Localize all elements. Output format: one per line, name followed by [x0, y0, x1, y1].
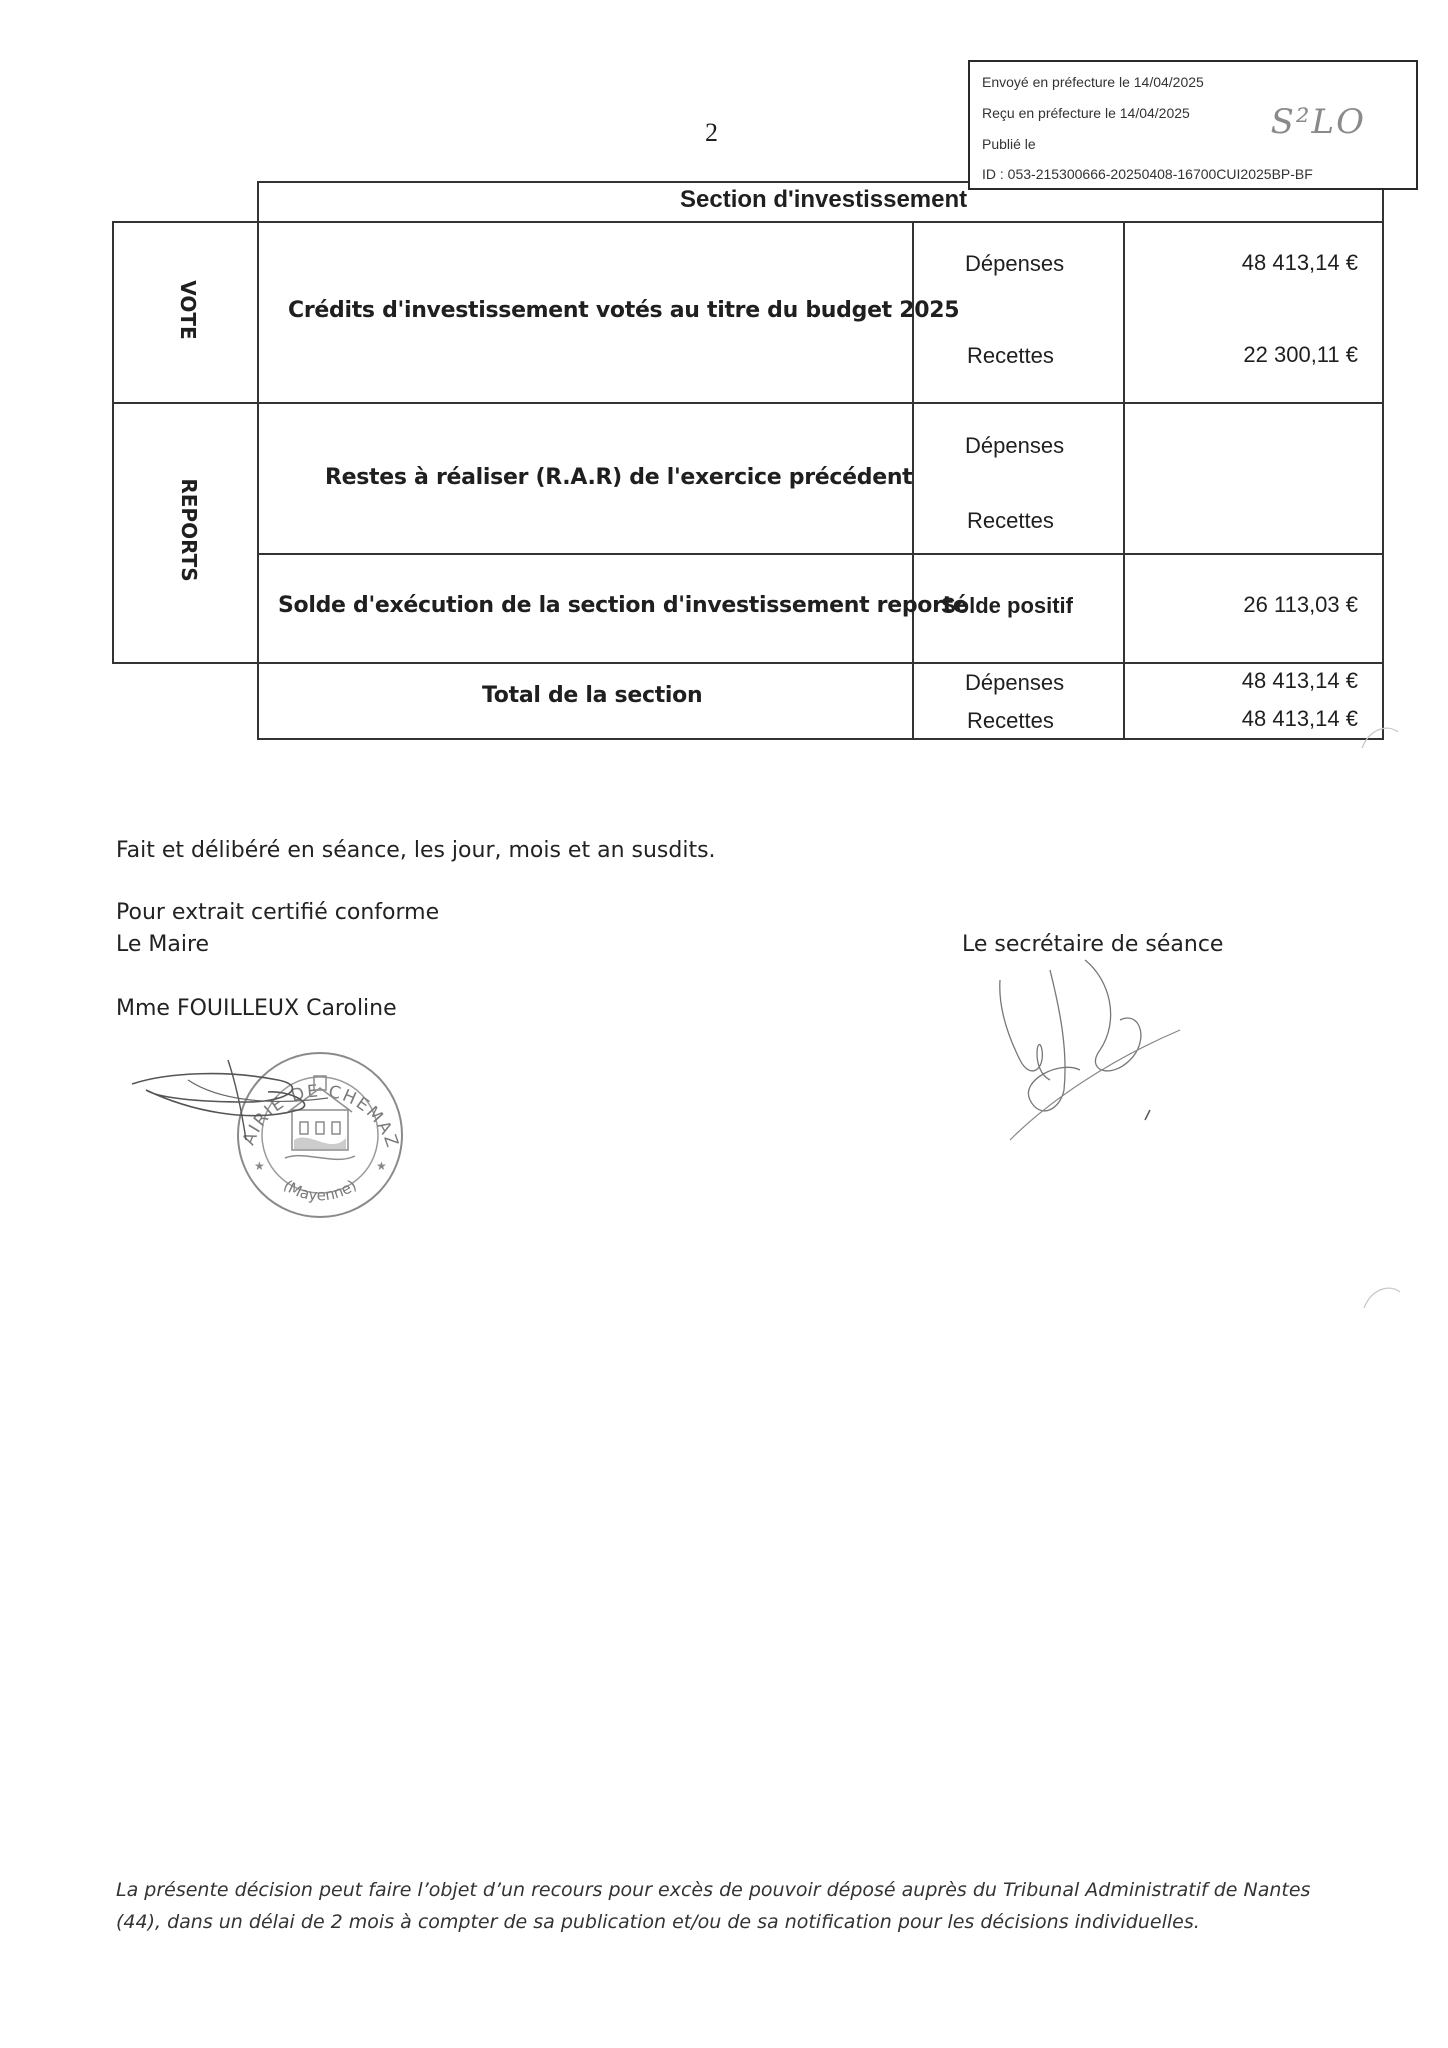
- prefecture-id: ID : 053-215300666-20250408-16700CUI2025BP-BF: [982, 166, 1313, 182]
- extrait-text: Pour extrait certifié conforme: [116, 900, 440, 925]
- vote-row-label: Crédits d'investissement votés au titre du budget 2025: [288, 298, 960, 323]
- prefecture-sent: Envoyé en préfecture le 14/04/2025: [982, 74, 1204, 90]
- svg-text:★: ★: [254, 1159, 265, 1173]
- svg-text:★: ★: [376, 1159, 387, 1173]
- vote-label: VOTE: [176, 280, 200, 340]
- scan-mark-top: [1360, 720, 1400, 750]
- total-recettes-value: 48 413,14 €: [1241, 706, 1358, 731]
- investment-table: [112, 178, 1384, 738]
- section-title: Section d'investissement: [680, 186, 968, 213]
- total-depenses-label: Dépenses: [965, 670, 1065, 695]
- seal-top-text: AIRIE DE CHEMAZ: [238, 1081, 403, 1152]
- rar-depenses-label: Dépenses: [965, 433, 1065, 458]
- solde-value: 26 113,03 €: [1243, 592, 1358, 617]
- total-recettes-label: Recettes: [967, 708, 1054, 733]
- legal-footer-line1: La présente décision peut faire l’objet d’un recours pour excès de pouvoir déposé auprès du Tribunal Administratif de Nantes: [116, 1879, 1311, 1901]
- reports-label: REPORTS: [177, 478, 201, 582]
- solde-type-label: Solde positif: [941, 593, 1073, 618]
- prefecture-stamp: [968, 60, 1418, 190]
- maire-text: Le Maire: [116, 932, 210, 957]
- mayor-signature: [128, 1040, 348, 1155]
- rar-row-label: Restes à réaliser (R.A.R) de l'exercice précédent: [325, 465, 913, 490]
- total-row-label: Total de la section: [482, 683, 703, 708]
- secretary-signature: [990, 950, 1190, 1155]
- legal-footer-line2: (44), dans un délai de 2 mois à compter de sa publication et/ou de sa notification pour les décisions individuelles.: [116, 1911, 1200, 1933]
- svg-text:(Mayenne): [280, 1176, 360, 1204]
- page-number: 2: [705, 118, 718, 147]
- seal-bottom-text: (Mayenne): [280, 1176, 360, 1205]
- scan-mark-middle: [1362, 1280, 1402, 1310]
- prefecture-received: Reçu en préfecture le 14/04/2025: [982, 105, 1190, 121]
- fait-text: Fait et délibéré en séance, les jour, mois et an susdits.: [116, 838, 716, 863]
- solde-row-label: Solde d'exécution de la section d'investissement reporté: [278, 593, 968, 618]
- prefecture-initials: S²LO: [1270, 102, 1366, 142]
- prefecture-published: Publié le: [982, 136, 1036, 152]
- secretaire-text: Le secrétaire de séance: [962, 932, 1224, 957]
- vote-depenses-value: 48 413,14 €: [1241, 250, 1358, 275]
- mayor-name: Mme FOUILLEUX Caroline: [116, 996, 397, 1021]
- vote-recettes-value: 22 300,11 €: [1243, 342, 1358, 367]
- vote-recettes-label: Recettes: [967, 343, 1054, 368]
- legal-footer: [116, 1874, 1316, 1938]
- total-depenses-value: 48 413,14 €: [1241, 668, 1358, 693]
- vote-depenses-label: Dépenses: [965, 251, 1065, 276]
- rar-recettes-label: Recettes: [967, 508, 1054, 533]
